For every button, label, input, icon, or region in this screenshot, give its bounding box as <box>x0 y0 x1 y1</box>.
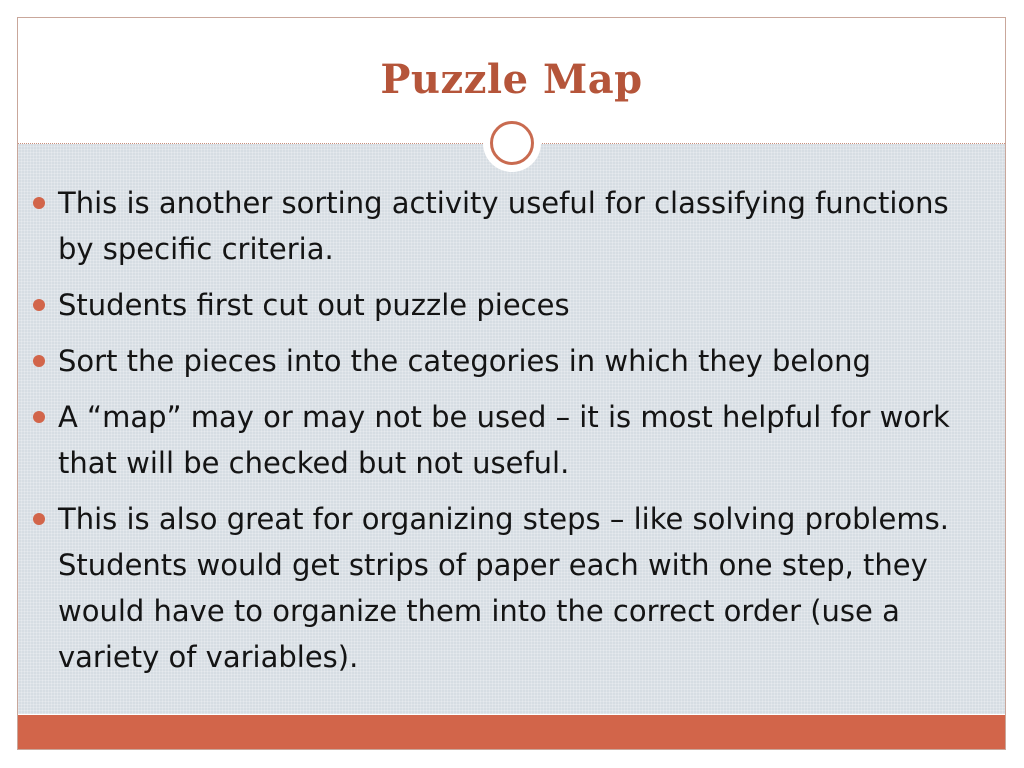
bullet-item <box>30 496 950 680</box>
bullet-item <box>30 394 950 486</box>
bullet-item <box>30 180 950 272</box>
bullet-dot-icon <box>33 513 45 525</box>
bullet-dot-icon <box>33 197 45 209</box>
bullet-item <box>30 282 950 328</box>
footer-bar <box>18 715 1005 750</box>
bullet-dot-icon <box>33 355 45 367</box>
circle-ornament-icon <box>490 121 534 165</box>
bullet-text: A “map” may or may not be used – it is most helpful for work that will be checked but not useful. <box>58 400 950 480</box>
bullet-dot-icon <box>33 299 45 311</box>
bullet-text: Sort the pieces into the categories in which they belong <box>58 344 871 378</box>
bullet-text: This is also great for organizing steps – like solving problems. Students would get strips of paper each with one step, they would have to organize them into the correct order (use a variety of variables). <box>58 502 949 674</box>
bullet-item <box>30 338 950 384</box>
slide-title: Puzzle Map <box>380 56 643 103</box>
bullet-list <box>30 180 950 690</box>
bullet-text: This is another sorting activity useful for classifying functions by specific criteria. <box>58 186 949 266</box>
bullet-dot-icon <box>33 411 45 423</box>
bullet-text: Students first cut out puzzle pieces <box>58 288 570 322</box>
